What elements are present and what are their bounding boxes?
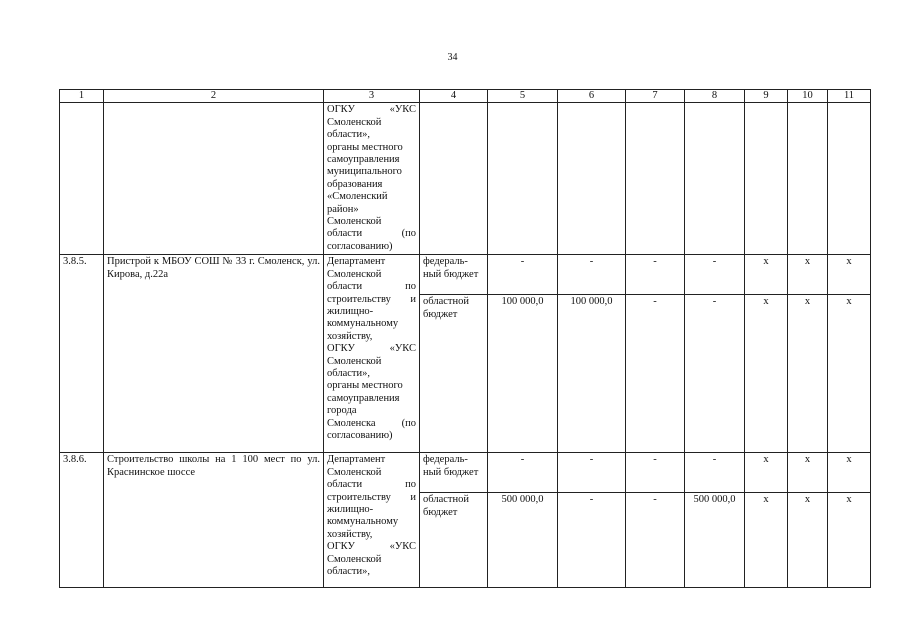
header-cell: 4 [420,90,488,103]
executor-line: области по [327,479,416,491]
executor-line: ОГКУ «УКС [327,104,416,116]
executor-cell [324,103,420,255]
amount-cell: 500 000,0 [685,493,745,588]
funding-source: федераль-ный бюджет [420,255,488,295]
table-cell [104,103,324,255]
executor-line: области», [327,566,370,578]
executor-line: Смоленской [327,355,382,367]
executor-line: строительству и [327,293,416,305]
table-cell [745,103,788,255]
executor-line: ОГКУ «УКС [327,541,416,553]
executor-line: области», [327,129,370,141]
executor-line: образования [327,178,383,190]
header-cell: 10 [788,90,828,103]
executor-line: области (по [327,228,416,240]
program-table [59,89,871,588]
row-number: 3.8.6. [60,453,104,588]
executor-line: органы местного [327,141,403,153]
executor-line: коммунальному [327,318,399,330]
table-cell [488,103,558,255]
header-row [60,90,871,103]
amount-cell: 100 000,0 [558,295,626,453]
executor-line: коммунальному [327,516,399,528]
amount-cell: - [685,453,745,493]
value-cell: х [788,295,828,453]
value-cell: х [788,493,828,588]
table-cell [685,103,745,255]
value-cell: х [828,453,871,493]
amount-cell: - [558,453,626,493]
executor-cell [324,453,420,588]
executor-line: жилищно- [327,504,374,516]
executor-line: Смоленской [327,216,382,228]
executor-line: хозяйству, [327,330,373,342]
executor-line: Смоленской [327,268,382,280]
funding-source: федераль-ный бюджет [420,453,488,493]
table-row [60,453,871,493]
executor-line: Департамент [327,454,386,466]
executor-line: самоуправления [327,154,400,166]
table-cell [558,103,626,255]
amount-cell: - [488,453,558,493]
table-cell [626,103,685,255]
table-cell [420,103,488,255]
executor-line: города [327,405,357,417]
executor-line: области», [327,368,370,380]
header-cell: 11 [828,90,871,103]
executor-line: строительству и [327,491,416,503]
executor-line: муниципального [327,166,402,178]
header-cell: 6 [558,90,626,103]
table-cell [828,103,871,255]
table-cell [60,103,104,255]
object-name: Пристрой к МБОУ СОШ № 33 г. Смоленск, ул. Кирова, д.22а [104,255,324,453]
executor-line: ОГКУ «УКС [327,343,416,355]
executor-line: области по [327,281,416,293]
value-cell: х [788,255,828,295]
value-cell: х [745,295,788,453]
executor-line: Смоленской [327,466,382,478]
executor-line: Смоленска (по [327,417,416,429]
amount-cell: - [685,295,745,453]
executor-line: хозяйству, [327,528,373,540]
amount-cell: - [626,493,685,588]
executor-line: согласованию) [327,430,393,442]
header-cell: 3 [324,90,420,103]
continuation-row [60,103,871,255]
page-number: 34 [447,52,458,63]
executor-line: Смоленской [327,116,382,128]
executor-line: согласованию) [327,240,393,252]
header-cell: 5 [488,90,558,103]
value-cell: х [745,453,788,493]
value-cell: х [788,453,828,493]
amount-cell: - [685,255,745,295]
executor-line: Смоленской [327,553,382,565]
executor-line: самоуправления [327,392,400,404]
row-number: 3.8.5. [60,255,104,453]
executor-line: район» [327,203,359,215]
executor-line: «Смоленский [327,191,388,203]
executor-line: жилищно- [327,306,374,318]
value-cell: х [828,295,871,453]
amount-cell: 100 000,0 [488,295,558,453]
executor-line: органы местного [327,380,403,392]
value-cell: х [828,493,871,588]
amount-cell: - [558,255,626,295]
funding-source: областной бюджет [420,493,488,588]
object-name: Строительство школы на 1 100 мест по ул. Краснинское шоссе [104,453,324,588]
amount-cell: - [626,453,685,493]
amount-cell: - [488,255,558,295]
table-cell [788,103,828,255]
amount-cell: - [558,493,626,588]
value-cell: х [828,255,871,295]
amount-cell: - [626,295,685,453]
header-cell: 9 [745,90,788,103]
amount-cell: - [626,255,685,295]
header-cell: 1 [60,90,104,103]
header-cell: 2 [104,90,324,103]
executor-cell [324,255,420,453]
executor-line: Департамент [327,256,386,268]
table-row [60,255,871,295]
funding-source: областной бюджет [420,295,488,453]
header-cell: 8 [685,90,745,103]
value-cell: х [745,255,788,295]
header-cell: 7 [626,90,685,103]
value-cell: х [745,493,788,588]
amount-cell: 500 000,0 [488,493,558,588]
